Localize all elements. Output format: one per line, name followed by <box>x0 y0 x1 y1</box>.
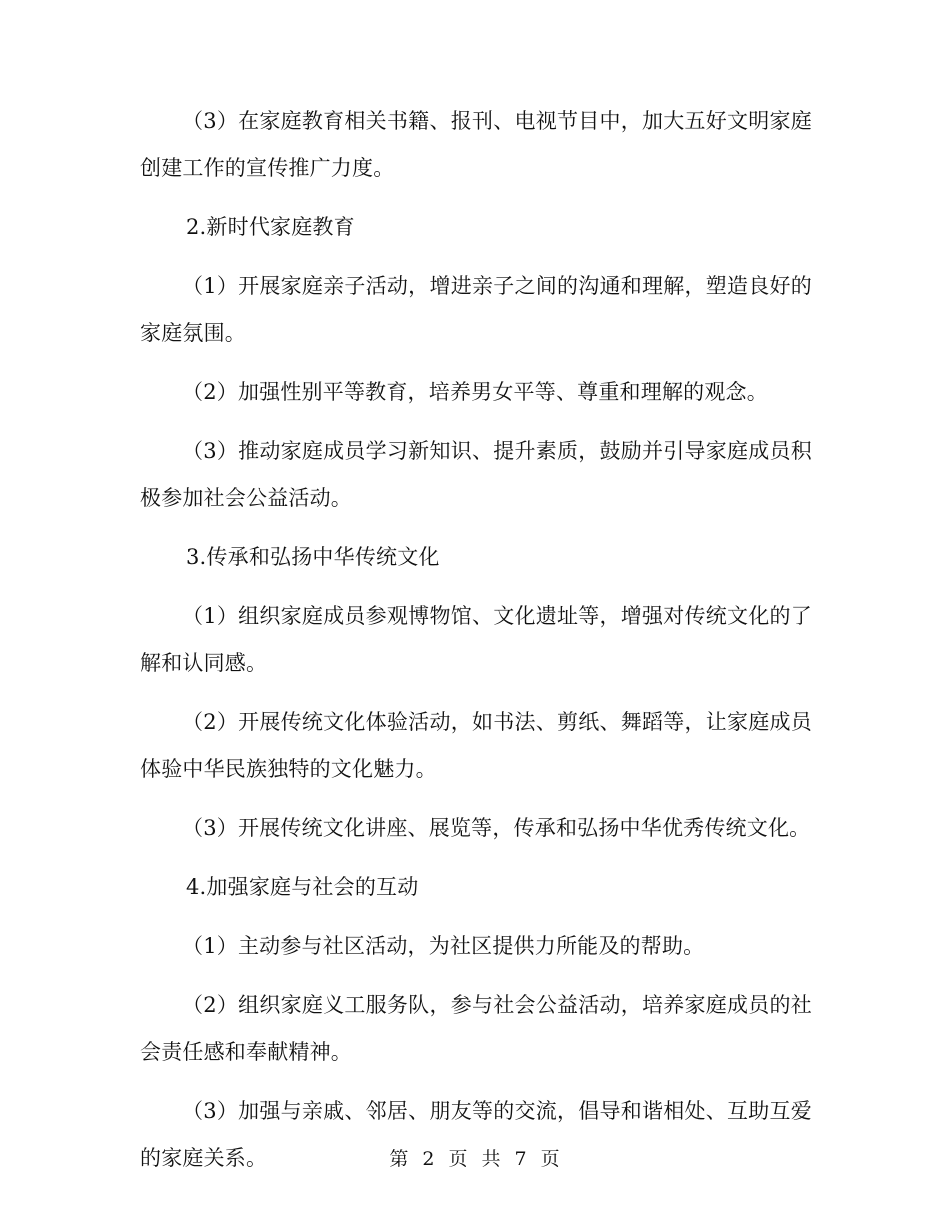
paragraph: （3）在家庭教育相关书籍、报刊、电视节目中，加大五好文明家庭创建工作的宣传推广力度。 <box>140 109 812 180</box>
paragraph: （1）主动参与社区活动，为社区提供力所能及的帮助。 <box>182 934 705 958</box>
section-heading: 3.传承和弘扬中华传统文化 <box>186 545 440 569</box>
paragraph: （2）组织家庭义工服务队，参与社会公益活动，培养家庭成员的社会责任感和奉献精神。 <box>140 993 812 1064</box>
paragraph: （1）组织家庭成员参观博物馆、文化遗址等，增强对传统文化的了解和认同感。 <box>140 604 812 675</box>
page-number-footer: 第 2 页 共 7 页 <box>389 1148 561 1170</box>
section-heading: 4.加强家庭与社会的互动 <box>186 875 419 899</box>
paragraph: （1）开展家庭亲子活动，增进亲子之间的沟通和理解，塑造良好的家庭氛围。 <box>140 274 812 345</box>
paragraph: （3）推动家庭成员学习新知识、提升素质，鼓励并引导家庭成员积极参加社会公益活动。 <box>140 439 812 510</box>
paragraph: （2）开展传统文化体验活动，如书法、剪纸、舞蹈等，让家庭成员体验中华民族独特的文化魅力。 <box>140 710 812 781</box>
section-heading: 2.新时代家庭教育 <box>186 215 355 239</box>
paragraph: （2）加强性别平等教育，培养男女平等、尊重和理解的观念。 <box>182 380 768 404</box>
paragraph: （3）开展传统文化讲座、展览等，传承和弘扬中华优秀传统文化。 <box>182 816 811 840</box>
document-body <box>140 98 812 1194</box>
paragraph: （3）加强与亲戚、邻居、朋友等的交流，倡导和谐相处、互助互爱的家庭关系。 <box>140 1099 812 1170</box>
